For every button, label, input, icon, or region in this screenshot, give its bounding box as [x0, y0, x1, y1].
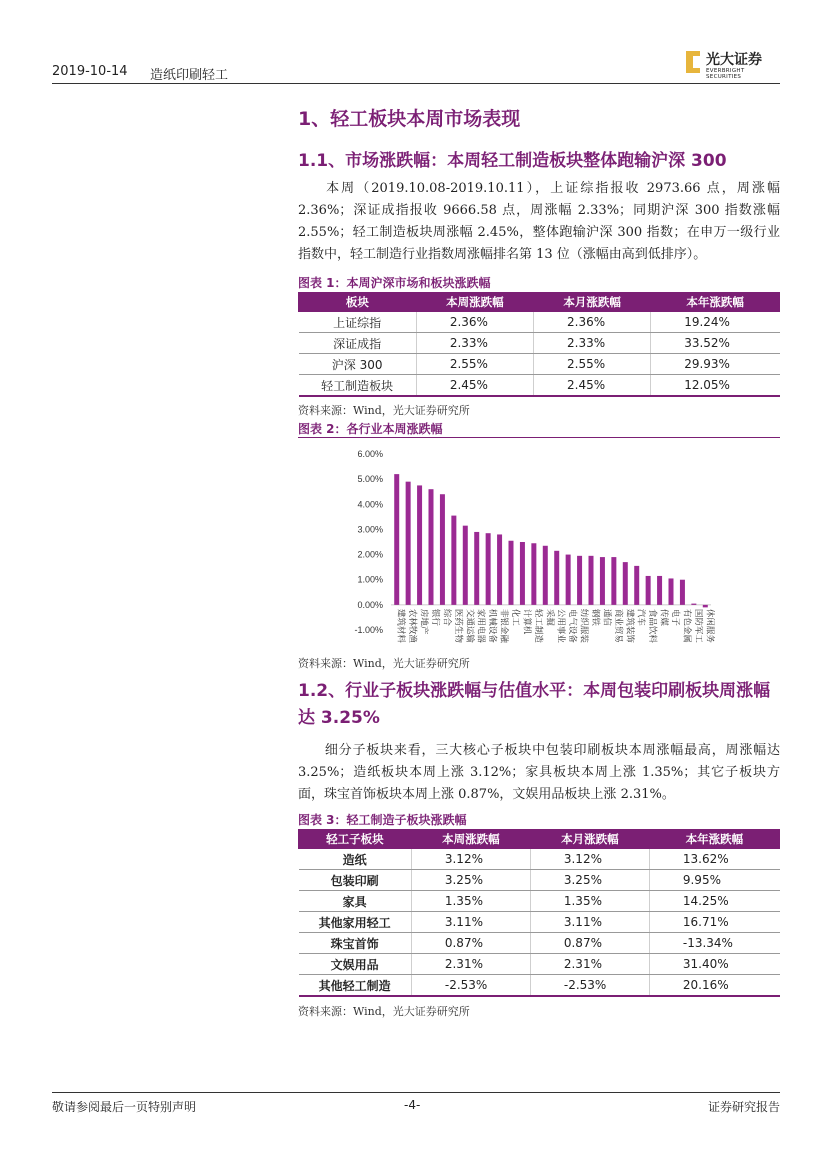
x-tick-label: 综合 [441, 608, 452, 626]
table-row [299, 933, 780, 954]
table-row [299, 954, 780, 975]
x-tick-label: 钢铁 [590, 608, 600, 626]
x-tick-label: 传媒 [658, 608, 669, 626]
market-summary-paragraph [298, 178, 780, 266]
table3-source: 资料来源：Wind，光大证券研究所 [298, 1005, 470, 1018]
table-cell: 轻工制造板块 [299, 375, 417, 397]
chart-bar [646, 576, 651, 605]
table-cell: -13.34% [649, 933, 779, 954]
x-tick-label: 食品饮料 [647, 608, 658, 643]
y-tick-label: 0.00% [357, 599, 383, 610]
chart-bar [417, 485, 422, 604]
report-date: 2019-10-14 [52, 64, 128, 79]
y-tick-label: 3.00% [357, 524, 383, 535]
table-cell: 1.35% [411, 891, 530, 912]
chart-bar [600, 557, 605, 605]
table-cell: 3.25% [530, 870, 649, 891]
table-cell: 家具 [299, 891, 412, 912]
chart-bar [531, 543, 536, 605]
y-tick-label: -1.00% [354, 625, 383, 635]
footer-report-type: 证券研究报告 [707, 1100, 780, 1114]
table1-header-sector: 板块 [299, 293, 417, 312]
table-cell: 0.87% [530, 933, 649, 954]
y-tick-label: 2.00% [357, 549, 383, 560]
table-cell: 2.36% [416, 312, 533, 333]
table-row [299, 312, 780, 333]
table1-caption: 图表 1：本周沪深市场和板块涨跌幅 [298, 276, 491, 290]
table-cell: 3.12% [411, 849, 530, 870]
chart-bar [451, 516, 456, 605]
chart-bar [623, 562, 628, 605]
table-cell: 包装印刷 [299, 870, 412, 891]
table1-header-week: 本周涨跌幅 [416, 293, 533, 312]
table-cell: 2.45% [416, 375, 533, 397]
y-tick-label: 1.00% [357, 574, 383, 585]
logo-mark-icon [686, 51, 700, 73]
x-tick-label: 采掘 [544, 608, 555, 626]
chart-bar [669, 578, 674, 604]
chart-bar [474, 532, 479, 605]
table-cell: -2.53% [411, 975, 530, 997]
table-cell: 29.93% [651, 354, 780, 375]
table1-source: 资料来源：Wind，光大证券研究所 [298, 404, 470, 417]
x-tick-label: 电气设备 [567, 608, 578, 643]
chart-bar [520, 542, 525, 605]
table3-header-week: 本周涨跌幅 [411, 830, 530, 849]
table-cell: 0.87% [411, 933, 530, 954]
table3-header-month: 本月涨跌幅 [530, 830, 649, 849]
table-row [299, 375, 780, 397]
table3-caption: 图表 3：轻工制造子板块涨跌幅 [298, 813, 467, 827]
x-tick-label: 通信 [601, 608, 612, 626]
table-cell: 3.11% [530, 912, 649, 933]
footer-divider [52, 1092, 780, 1093]
chart-bar [406, 482, 411, 605]
x-tick-label: 计算机 [521, 608, 532, 635]
chart2-caption: 图表 2：各行业本周涨跌幅 [298, 422, 443, 436]
market-summary-text: 本周（2019.10.08-2019.10.11），上证综指报收 2973.66 点，周涨幅 2.36%；深证成指报收 9666.58 点，周涨幅 2.33%；同期沪深 300 指数涨幅 2.55%；轻工制造板块周涨幅 2.45%，整体跑输沪深 300 指数；在申万一级行业指数中，轻工制造行业指数周涨幅排名第 13 位（涨幅由高到低排序）。 [298, 181, 780, 262]
chart-bar [589, 556, 594, 605]
table-cell: 3.11% [411, 912, 530, 933]
chart2-source: 资料来源：Wind，光大证券研究所 [298, 657, 470, 670]
table-cell: 2.36% [534, 312, 651, 333]
x-tick-label: 休闲服务 [704, 608, 715, 643]
table-row [299, 870, 780, 891]
table-cell: 20.16% [649, 975, 779, 997]
x-tick-label: 银行 [430, 608, 440, 626]
x-tick-label: 公用事业 [555, 608, 566, 643]
chart-bar [634, 566, 639, 605]
chart-bar [463, 526, 468, 605]
x-tick-label: 电子 [670, 608, 680, 626]
table-cell: 3.12% [530, 849, 649, 870]
header-divider [52, 83, 780, 84]
table1-header-month: 本月涨跌幅 [534, 293, 651, 312]
table-cell: 沪深 300 [299, 354, 417, 375]
table-row [299, 849, 780, 870]
subsector-summary-paragraph [298, 740, 780, 806]
x-tick-label: 有色金属 [681, 608, 692, 643]
chart-bar [543, 546, 548, 605]
x-tick-label: 医药生物 [452, 608, 463, 643]
x-tick-label: 轻工制造 [532, 608, 543, 643]
table-cell: 33.52% [651, 333, 780, 354]
x-tick-label: 建筑材料 [395, 608, 406, 643]
page-number: -4- [404, 1098, 421, 1112]
table-cell: 上证综指 [299, 312, 417, 333]
table3-header-subsector: 轻工子板块 [299, 830, 412, 849]
chart-bar [577, 556, 582, 605]
table-cell: 3.25% [411, 870, 530, 891]
y-tick-label: 5.00% [357, 474, 383, 485]
chart-bar [486, 533, 491, 605]
chart-bar [566, 555, 571, 605]
subsector-summary-text: 细分子板块来看，三大核心子板块中包装印刷板块本周涨幅最高，周涨幅达 3.25%；造纸板块本周上涨 3.12%；家具板块本周上涨 1.35%；其它子板块方面，珠宝首饰板块本周上涨 0.87%，文娱用品板块上涨 2.31%。 [298, 743, 780, 802]
x-tick-label: 交通运输 [464, 608, 475, 643]
chart-bar [657, 576, 662, 605]
market-index-table [298, 292, 780, 397]
section-heading-1: 1、轻工板块本周市场表现 [298, 108, 521, 130]
table-row [299, 975, 780, 997]
table-cell: 2.55% [416, 354, 533, 375]
x-tick-label: 纺织服装 [578, 608, 589, 643]
table-cell: 深证成指 [299, 333, 417, 354]
table-row [299, 333, 780, 354]
x-tick-label: 农林牧渔 [407, 608, 418, 643]
table-cell: 2.31% [530, 954, 649, 975]
x-tick-label: 房地产 [418, 608, 429, 635]
table-cell: 1.35% [530, 891, 649, 912]
chart-bar [554, 551, 559, 605]
x-tick-label: 机械设备 [487, 608, 498, 643]
chart-bar [429, 489, 434, 605]
y-tick-label: 4.00% [357, 499, 383, 510]
industry-weekly-change-chart [298, 438, 780, 650]
chart-bar [691, 604, 696, 605]
chart-bar [440, 494, 445, 605]
chart-bar [509, 541, 514, 605]
table-cell: 造纸 [299, 849, 412, 870]
x-tick-label: 非银金融 [498, 608, 509, 643]
subsector-table [298, 829, 780, 997]
table-cell: 2.33% [534, 333, 651, 354]
chart-bar [497, 534, 502, 604]
table-cell: 19.24% [651, 312, 780, 333]
table-cell: 其他轻工制造 [299, 975, 412, 997]
table-cell: 2.33% [416, 333, 533, 354]
chart-bar [703, 605, 708, 608]
logo-name-cn: 光大证券 [706, 52, 762, 68]
table-cell: 16.71% [649, 912, 779, 933]
table-row [299, 912, 780, 933]
y-tick-label: 6.00% [357, 449, 383, 459]
table-cell: 14.25% [649, 891, 779, 912]
table-cell: 文娱用品 [299, 954, 412, 975]
chart-bar [394, 474, 399, 605]
table-cell: 13.62% [649, 849, 779, 870]
x-tick-label: 化工 [510, 608, 520, 626]
footer-disclaimer: 敬请参阅最后一页特别声明 [52, 1100, 197, 1114]
table-row [299, 354, 780, 375]
x-tick-label: 家用电器 [475, 608, 486, 643]
table-cell: 2.45% [534, 375, 651, 397]
report-category: 造纸印刷轻工 [150, 68, 229, 83]
x-tick-label: 商业贸易 [612, 608, 623, 643]
chart-bar [680, 580, 685, 605]
table-cell: 31.40% [649, 954, 779, 975]
table-cell: 其他家用轻工 [299, 912, 412, 933]
table-cell: 2.55% [534, 354, 651, 375]
table-cell: -2.53% [530, 975, 649, 997]
table-cell: 9.95% [649, 870, 779, 891]
table3-header-year: 本年涨跌幅 [649, 830, 779, 849]
table-cell: 12.05% [651, 375, 780, 397]
section-heading-1-1: 1.1、市场涨跌幅：本周轻工制造板块整体跑输沪深 300 [298, 151, 727, 171]
section-heading-1-2: 1.2、行业子板块涨跌幅与估值水平：本周包装印刷板块周涨幅达 3.25% [298, 681, 771, 728]
x-tick-label: 汽车 [635, 608, 646, 626]
x-tick-label: 建筑装饰 [624, 608, 635, 643]
chart-bar [611, 557, 616, 605]
table1-header-year: 本年涨跌幅 [651, 293, 780, 312]
table-row [299, 891, 780, 912]
x-tick-label: 国防军工 [692, 608, 703, 643]
table-cell: 2.31% [411, 954, 530, 975]
company-logo [686, 49, 780, 79]
logo-name-en: EVERBRIGHT SECURITIES [706, 68, 745, 80]
table-cell: 珠宝首饰 [299, 933, 412, 954]
